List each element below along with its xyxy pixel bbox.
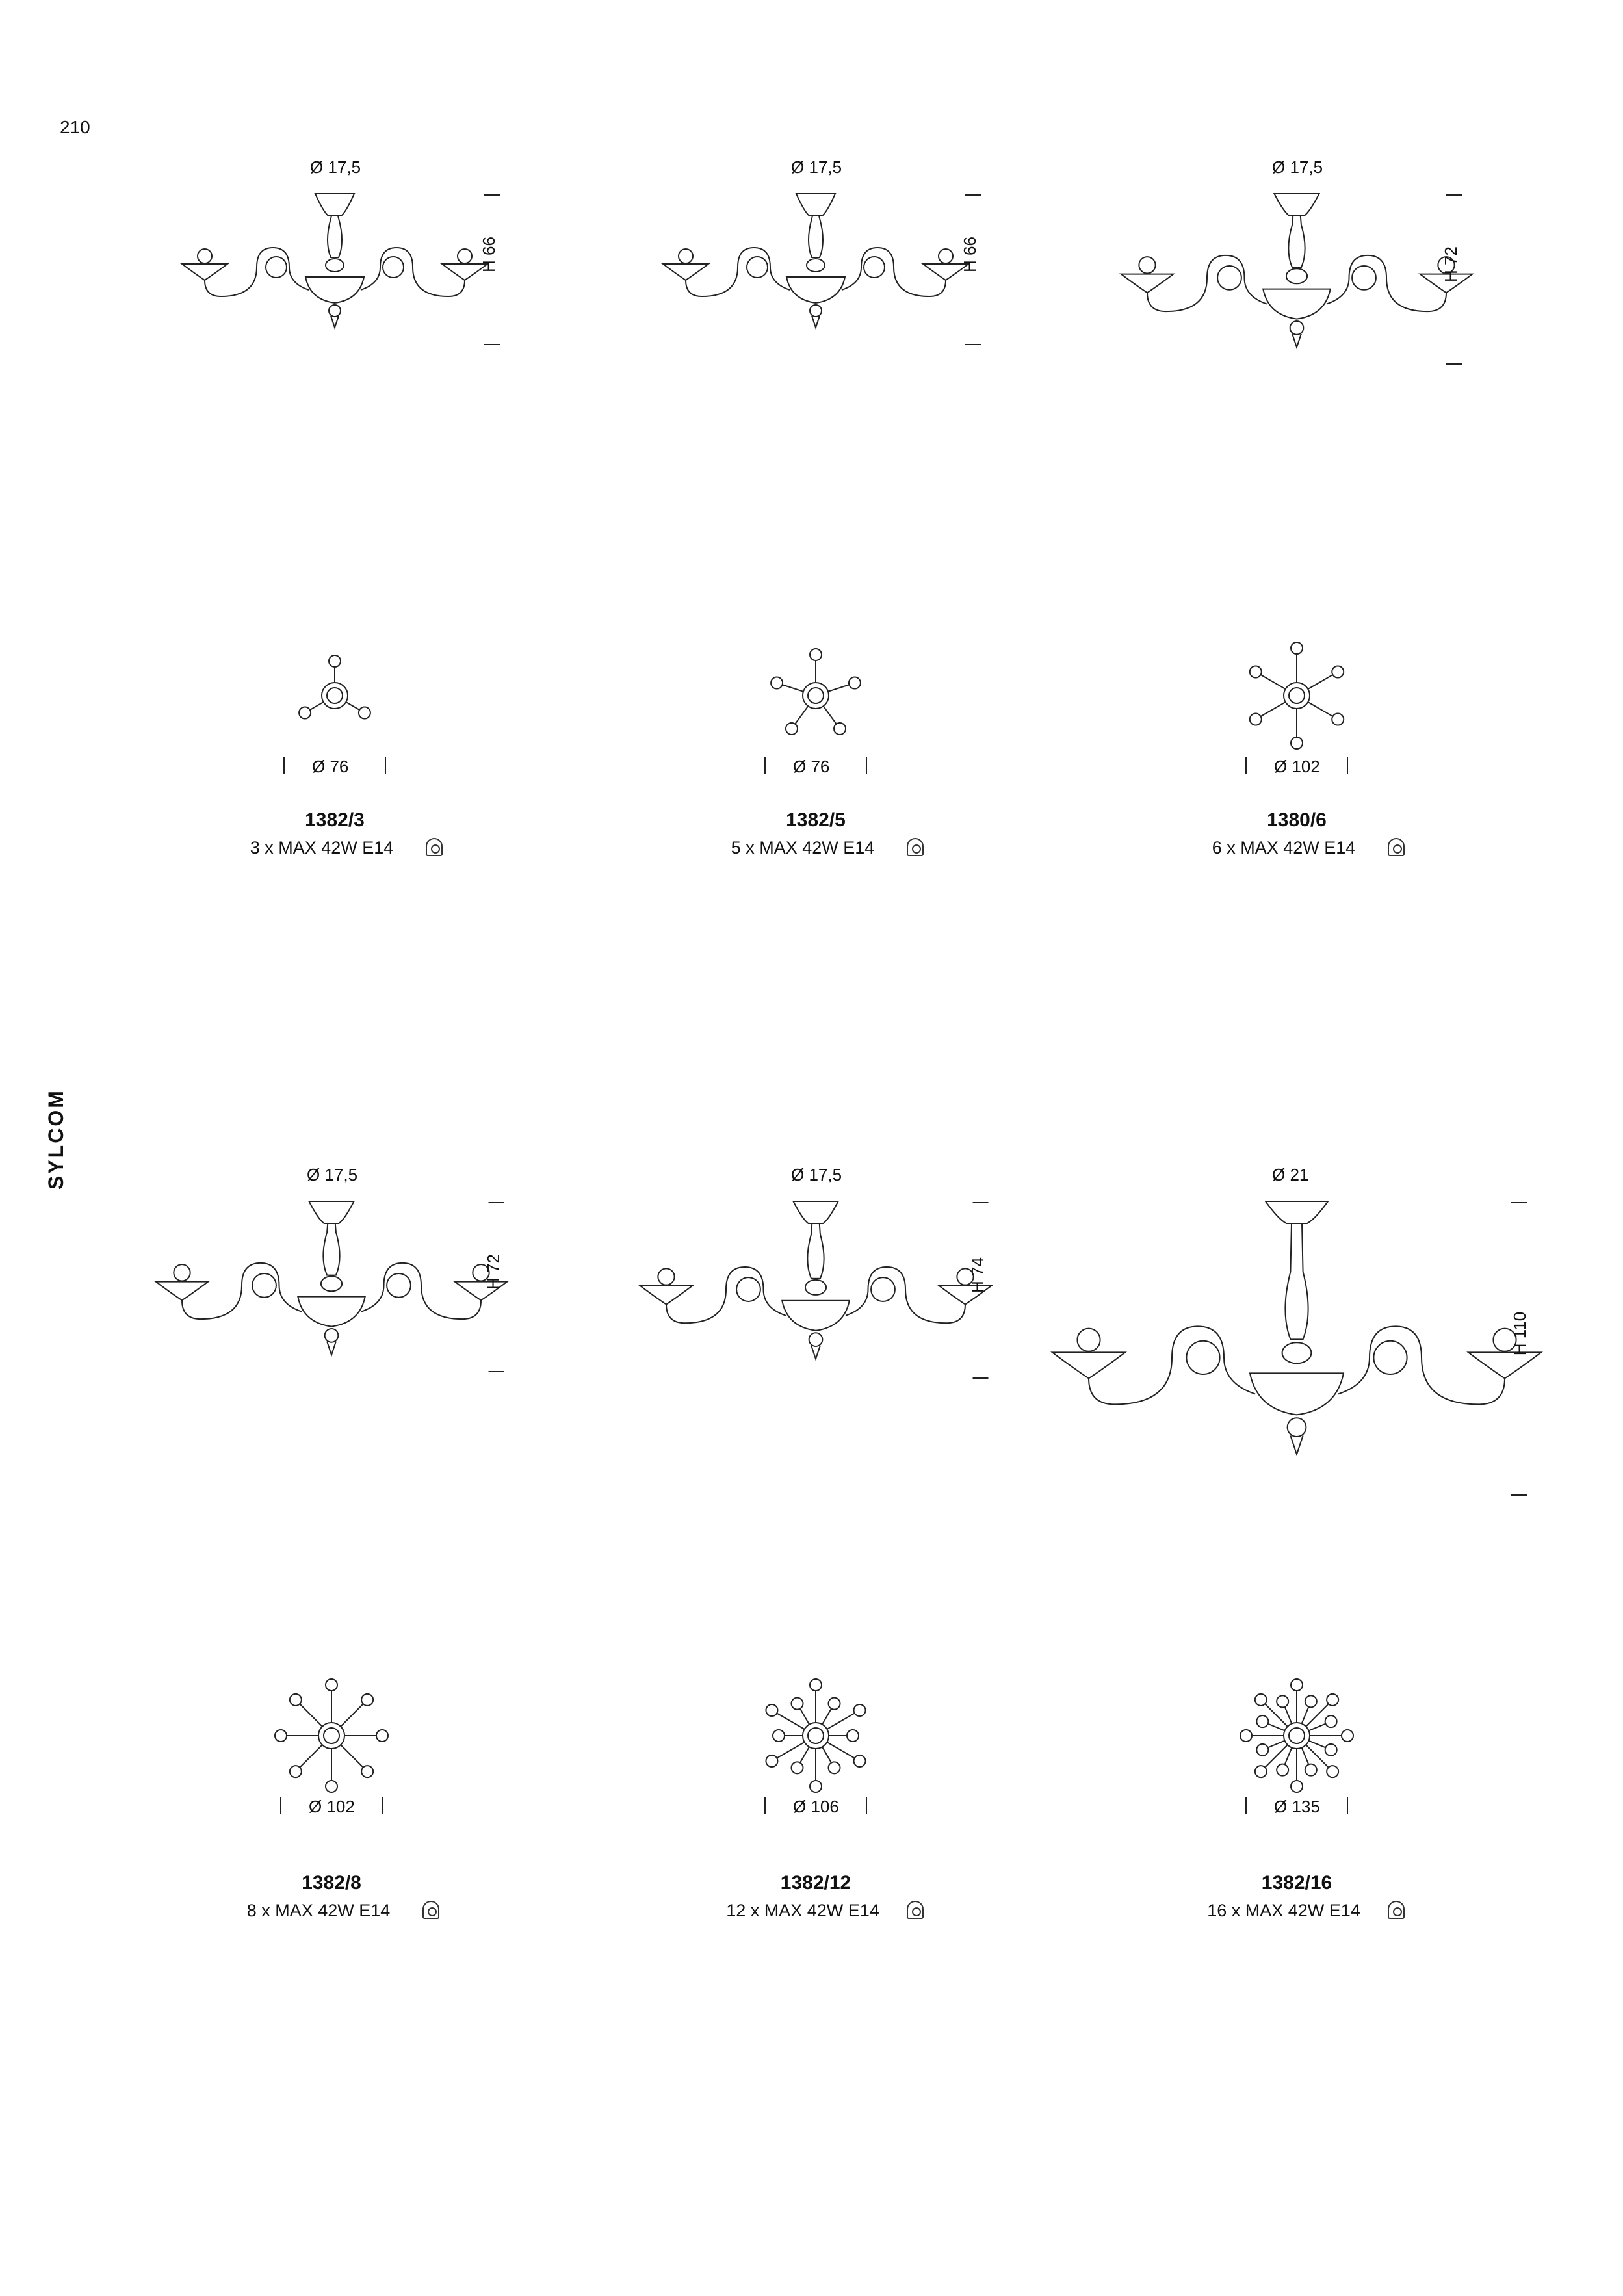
top-diameter-label: Ø 17,5 bbox=[1272, 157, 1323, 177]
height-label: H 66 bbox=[478, 237, 499, 272]
product-code: 1382/5 bbox=[786, 809, 846, 831]
chandelier-plan-drawing bbox=[299, 655, 370, 719]
product-code: 1382/3 bbox=[305, 809, 365, 831]
chandelier-plan-drawing bbox=[1250, 642, 1344, 749]
plan-diameter-label: Ø 102 bbox=[309, 1797, 355, 1816]
plan-diameter-label: Ø 135 bbox=[1274, 1797, 1320, 1816]
bulb-socket-icon bbox=[1388, 1901, 1405, 1919]
plan-diameter-label: Ø 76 bbox=[793, 757, 830, 776]
product-code: 1382/12 bbox=[780, 1872, 851, 1894]
brand-label: SYLCOM bbox=[44, 1089, 68, 1190]
product-spec: 12 x MAX 42W E14 bbox=[726, 1901, 879, 1920]
bulb-socket-icon bbox=[907, 1901, 924, 1919]
height-label: H 72 bbox=[483, 1254, 503, 1290]
chandelier-elevation-drawing bbox=[640, 1201, 992, 1359]
bulb-socket-icon bbox=[1388, 838, 1405, 856]
bulb-socket-icon bbox=[426, 838, 443, 856]
bulb-socket-icon bbox=[907, 838, 924, 856]
chandelier-plan-drawing bbox=[771, 649, 861, 735]
page-number: 210 bbox=[60, 117, 90, 137]
product-spec: 5 x MAX 42W E14 bbox=[731, 838, 875, 857]
height-label: H 66 bbox=[959, 237, 980, 272]
product-spec: 3 x MAX 42W E14 bbox=[250, 838, 394, 857]
product-spec: 6 x MAX 42W E14 bbox=[1212, 838, 1356, 857]
chandelier-elevation-drawing bbox=[156, 1201, 508, 1355]
plan-diameter-label: Ø 102 bbox=[1274, 757, 1320, 776]
top-diameter-label: Ø 17,5 bbox=[307, 1165, 358, 1184]
plan-diameter-label: Ø 76 bbox=[312, 757, 349, 776]
top-diameter-label: Ø 17,5 bbox=[791, 157, 842, 177]
chandelier-plan-drawing bbox=[275, 1679, 388, 1792]
chandelier-plan-drawing bbox=[766, 1679, 865, 1792]
height-label: H 110 bbox=[1510, 1311, 1530, 1356]
plan-diameter-label: Ø 106 bbox=[793, 1797, 839, 1816]
top-diameter-label: Ø 17,5 bbox=[310, 157, 361, 177]
product-code: 1382/8 bbox=[302, 1872, 361, 1894]
chandelier-elevation-drawing bbox=[182, 194, 487, 328]
top-diameter-label: Ø 21 bbox=[1272, 1165, 1309, 1184]
height-label: H 72 bbox=[1440, 246, 1461, 282]
chandelier-elevation-drawing bbox=[663, 194, 968, 328]
bulb-socket-icon bbox=[422, 1901, 439, 1919]
product-code: 1382/16 bbox=[1261, 1872, 1332, 1894]
top-diameter-label: Ø 17,5 bbox=[791, 1165, 842, 1184]
height-label: H 74 bbox=[967, 1257, 987, 1293]
chandelier-elevation-drawing bbox=[1052, 1201, 1541, 1454]
product-spec: 16 x MAX 42W E14 bbox=[1207, 1901, 1360, 1920]
product-spec: 8 x MAX 42W E14 bbox=[246, 1901, 391, 1920]
product-code: 1380/6 bbox=[1267, 809, 1327, 831]
chandelier-plan-drawing bbox=[1240, 1679, 1353, 1792]
chandelier-elevation-drawing bbox=[1121, 194, 1473, 347]
